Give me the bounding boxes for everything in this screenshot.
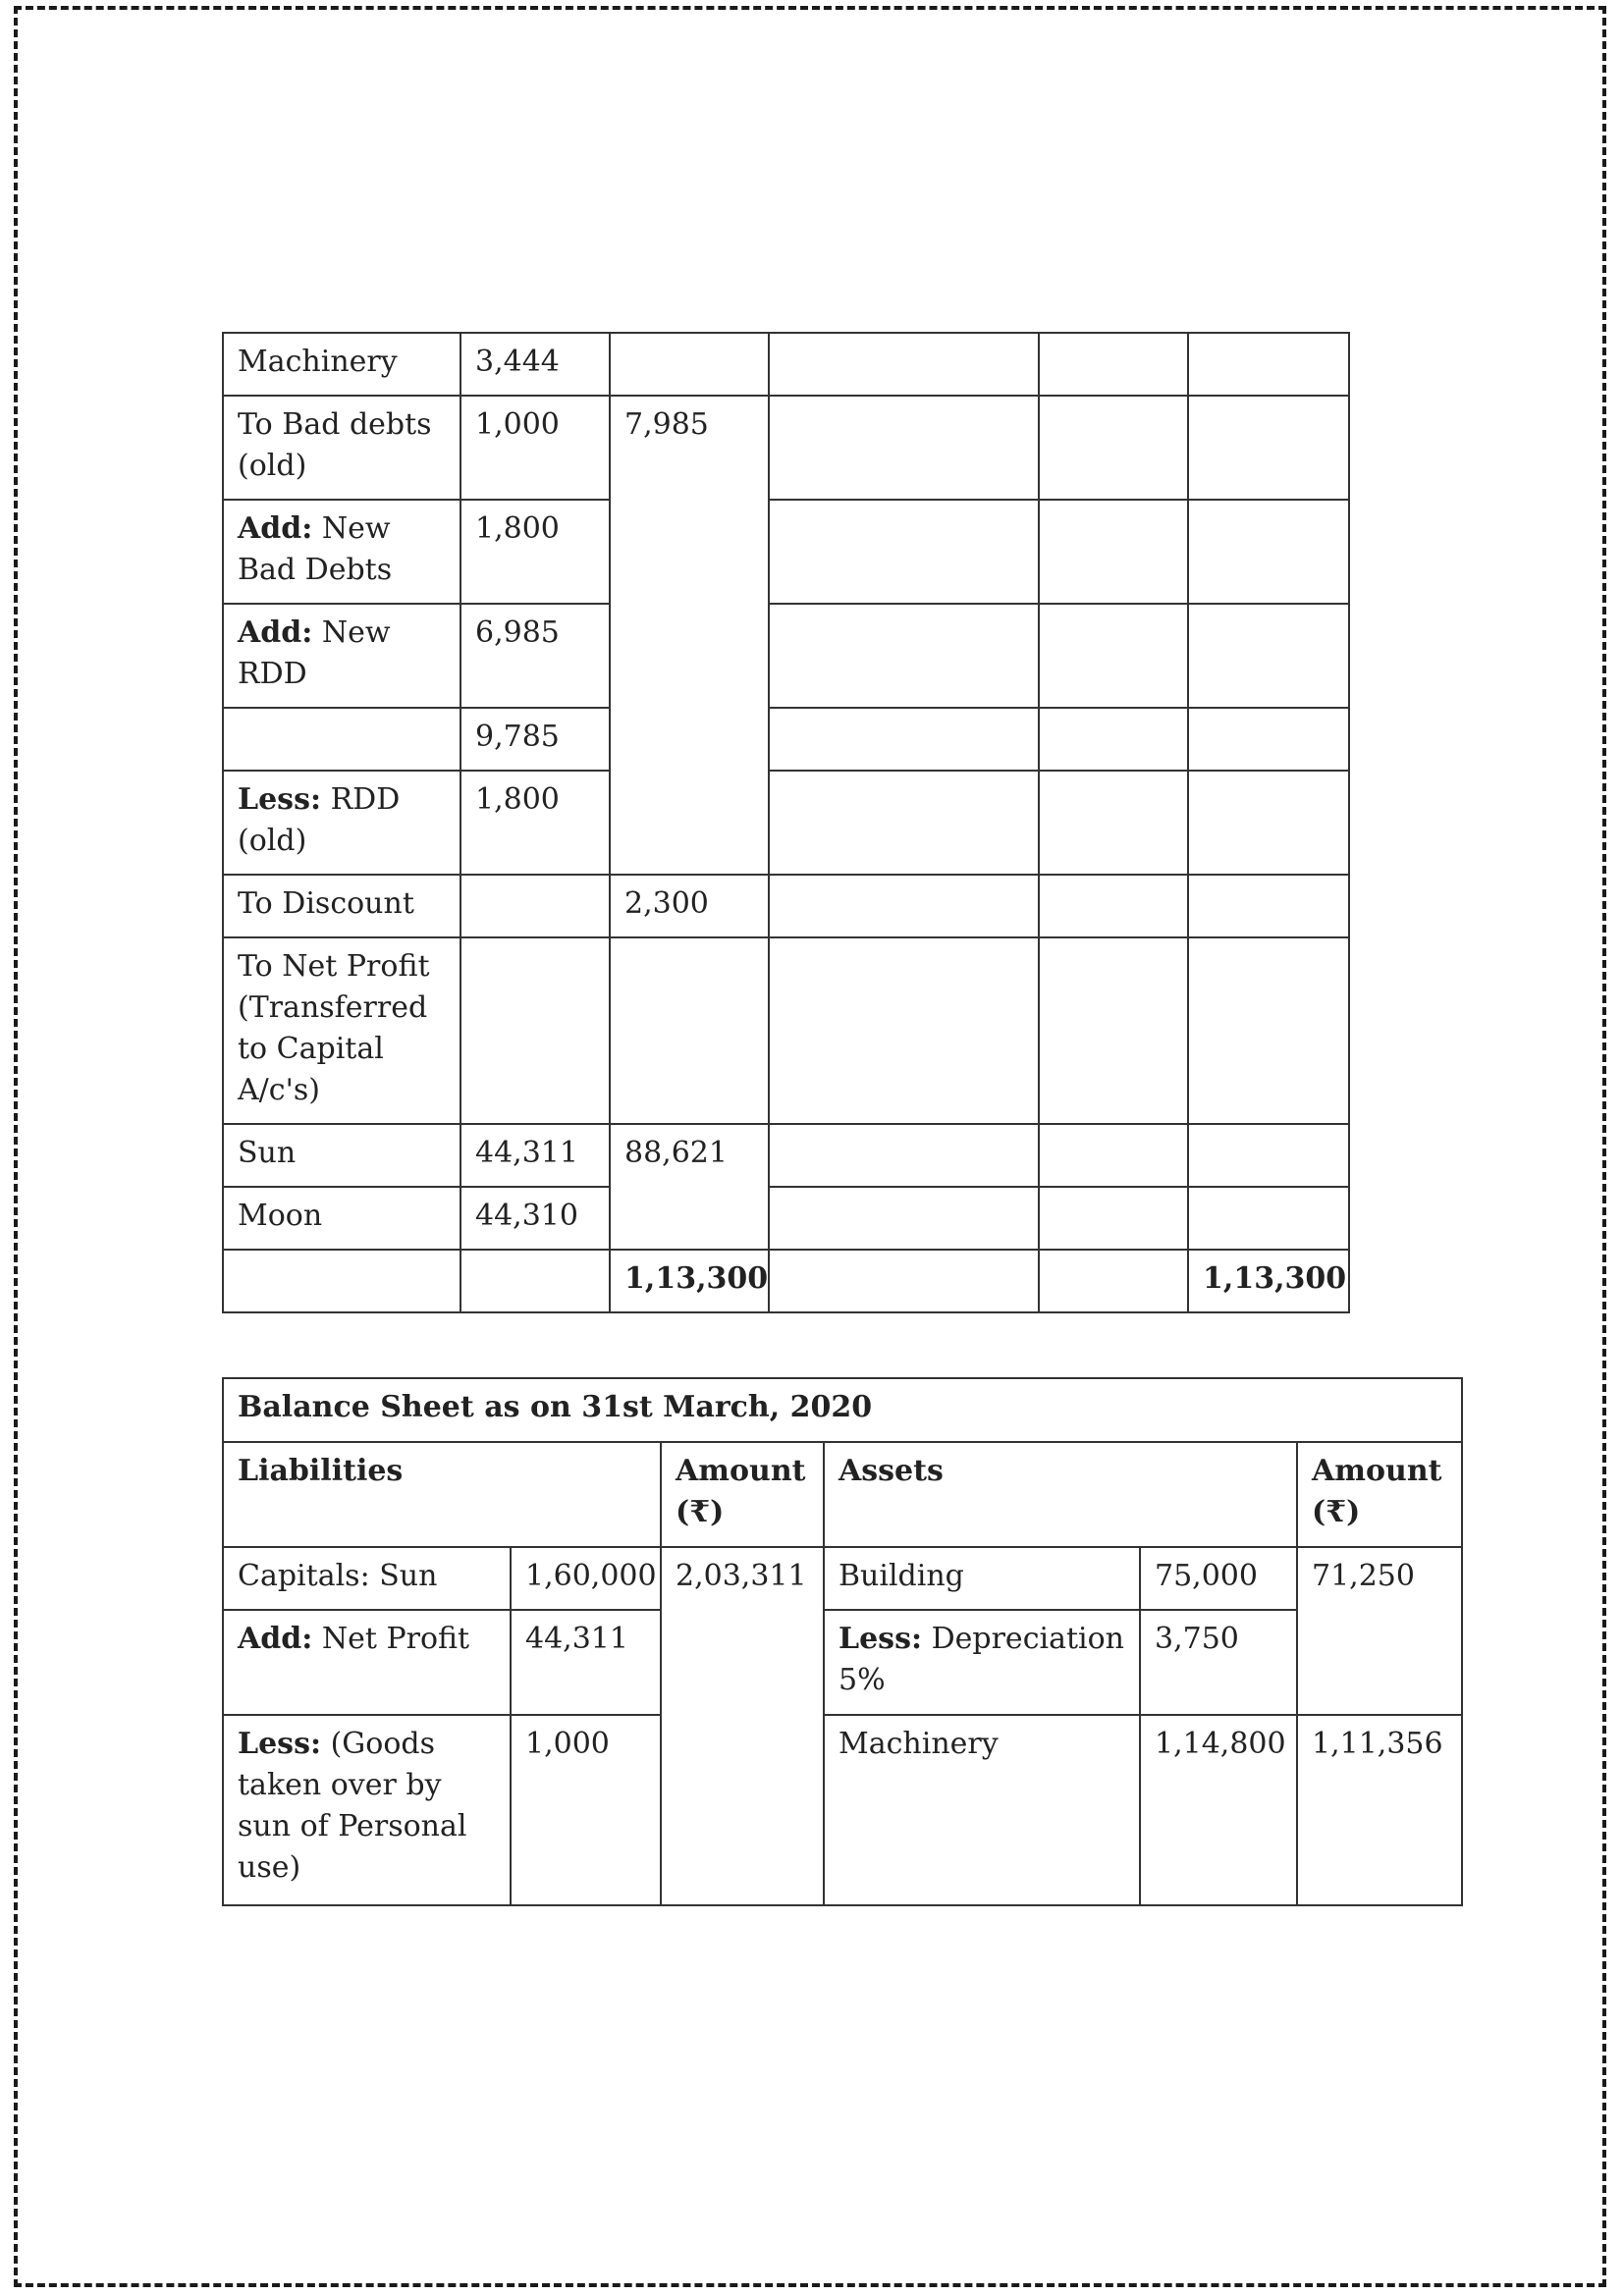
balance-sheet-title-row xyxy=(223,1378,1462,1442)
prefix-label: Less: xyxy=(238,782,322,817)
prefix-label: Add: xyxy=(238,1622,313,1656)
credit-amount-cell xyxy=(1039,333,1188,396)
credit-particulars-cell xyxy=(769,604,1039,708)
table-row xyxy=(223,1715,1462,1905)
net-profit-total-cell: 88,621 xyxy=(610,1124,769,1250)
particulars-cell: Moon xyxy=(223,1187,460,1250)
particulars-cell xyxy=(223,604,460,708)
particulars-cell: Sun xyxy=(223,1124,460,1187)
liability-cell: Capitals: Sun xyxy=(223,1547,511,1610)
credit-particulars-cell xyxy=(769,1124,1039,1187)
amount-cell: 3,444 xyxy=(460,333,610,396)
liability-cell xyxy=(223,1715,511,1905)
particulars-text: RDD (old) xyxy=(238,782,401,858)
table-row xyxy=(223,875,1349,937)
credit-amount-cell xyxy=(1039,875,1188,937)
table-row xyxy=(223,396,1349,500)
credit-amount-cell xyxy=(1039,604,1188,708)
amount-cell xyxy=(460,937,610,1124)
amount-cell: 2,300 xyxy=(610,875,769,937)
debit-total-cell: 1,13,300 xyxy=(610,1250,769,1312)
amount-header: Amount (₹) xyxy=(1297,1442,1462,1547)
amount-cell: 1,800 xyxy=(460,771,610,875)
amount-cell xyxy=(610,937,769,1124)
credit-total-cell: 1,13,300 xyxy=(1188,1250,1349,1312)
credit-total-cell xyxy=(1188,333,1349,396)
prefix-label: Add: xyxy=(238,511,313,546)
credit-amount-cell xyxy=(1039,1124,1188,1187)
asset-text: Depreciation 5% xyxy=(839,1622,1125,1697)
table-row xyxy=(223,604,1349,708)
credit-particulars-cell xyxy=(769,500,1039,604)
asset-amount-cell: 3,750 xyxy=(1140,1610,1297,1715)
asset-cell xyxy=(824,1610,1140,1715)
asset-cell: Machinery xyxy=(824,1715,1140,1905)
table-row xyxy=(223,771,1349,875)
prefix-label: Less: xyxy=(839,1622,923,1656)
amount-header: Amount (₹) xyxy=(661,1442,824,1547)
balance-sheet-table xyxy=(222,1377,1463,1906)
table-row xyxy=(223,1547,1462,1610)
credit-total-cell xyxy=(1188,604,1349,708)
table-row xyxy=(223,1610,1462,1715)
bad-debts-total-cell: 7,985 xyxy=(610,396,769,875)
prefix-label: Less: xyxy=(238,1727,322,1761)
credit-amount-cell xyxy=(1039,937,1188,1124)
credit-particulars-cell xyxy=(769,771,1039,875)
credit-total-cell xyxy=(1188,1187,1349,1250)
asset-cell: Building xyxy=(824,1547,1140,1610)
particulars-text: New RDD xyxy=(238,615,391,691)
credit-total-cell xyxy=(1188,1124,1349,1187)
credit-particulars-cell xyxy=(769,937,1039,1124)
liability-text: (Goods taken over by sun of Personal use) xyxy=(238,1727,467,1885)
amount-cell xyxy=(610,333,769,396)
credit-amount-cell xyxy=(1039,396,1188,500)
total-row xyxy=(223,1250,1349,1312)
credit-particulars-cell xyxy=(769,875,1039,937)
credit-total-cell xyxy=(1188,771,1349,875)
credit-total-cell xyxy=(1188,937,1349,1124)
amount-cell: 1,000 xyxy=(460,396,610,500)
liability-amount-cell: 44,311 xyxy=(511,1610,661,1715)
table-row xyxy=(223,1124,1349,1187)
asset-amount-cell: 75,000 xyxy=(1140,1547,1297,1610)
credit-particulars-cell xyxy=(769,1187,1039,1250)
credit-total-cell xyxy=(1188,500,1349,604)
particulars-cell xyxy=(223,500,460,604)
balance-sheet-title: Balance Sheet as on 31st March, 2020 xyxy=(223,1378,1462,1442)
amount-cell: 1,800 xyxy=(460,500,610,604)
table-row xyxy=(223,500,1349,604)
particulars-cell xyxy=(223,708,460,771)
credit-amount-cell xyxy=(1039,1187,1188,1250)
particulars-cell xyxy=(223,1250,460,1312)
particulars-text: New Bad Debts xyxy=(238,511,393,587)
credit-total-cell xyxy=(1188,875,1349,937)
amount-cell xyxy=(460,875,610,937)
table-row xyxy=(223,1187,1349,1250)
credit-amount-cell xyxy=(1039,1250,1188,1312)
credit-particulars-cell xyxy=(769,396,1039,500)
table-row xyxy=(223,708,1349,771)
credit-total-cell xyxy=(1188,396,1349,500)
amount-cell: 9,785 xyxy=(460,708,610,771)
asset-amount-cell: 1,14,800 xyxy=(1140,1715,1297,1905)
table-row xyxy=(223,937,1349,1124)
liability-amount-cell: 1,000 xyxy=(511,1715,661,1905)
particulars-cell: To Bad debts (old) xyxy=(223,396,460,500)
capital-total-cell: 2,03,311 xyxy=(661,1547,824,1905)
table-row xyxy=(223,333,1349,396)
liabilities-header: Liabilities xyxy=(223,1442,661,1547)
assets-header: Assets xyxy=(824,1442,1297,1547)
building-total-cell: 71,250 xyxy=(1297,1547,1462,1715)
particulars-cell: Machinery xyxy=(223,333,460,396)
credit-particulars-cell xyxy=(769,333,1039,396)
profit-loss-account-table xyxy=(222,332,1350,1313)
header-row xyxy=(223,1442,1462,1547)
prefix-label: Add: xyxy=(238,615,313,650)
particulars-cell: To Net Profit (Transferred to Capital A/c's) xyxy=(223,937,460,1124)
amount-cell xyxy=(460,1250,610,1312)
amount-cell: 44,310 xyxy=(460,1187,610,1250)
credit-amount-cell xyxy=(1039,771,1188,875)
credit-particulars-cell xyxy=(769,708,1039,771)
credit-amount-cell xyxy=(1039,708,1188,771)
amount-cell: 6,985 xyxy=(460,604,610,708)
liability-cell xyxy=(223,1610,511,1715)
credit-particulars-cell xyxy=(769,1250,1039,1312)
particulars-cell: To Discount xyxy=(223,875,460,937)
asset-total-cell: 1,11,356 xyxy=(1297,1715,1462,1905)
liability-text: Net Profit xyxy=(312,1622,470,1656)
credit-amount-cell xyxy=(1039,500,1188,604)
amount-cell: 44,311 xyxy=(460,1124,610,1187)
credit-total-cell xyxy=(1188,708,1349,771)
particulars-cell xyxy=(223,771,460,875)
liability-amount-cell: 1,60,000 xyxy=(511,1547,661,1610)
